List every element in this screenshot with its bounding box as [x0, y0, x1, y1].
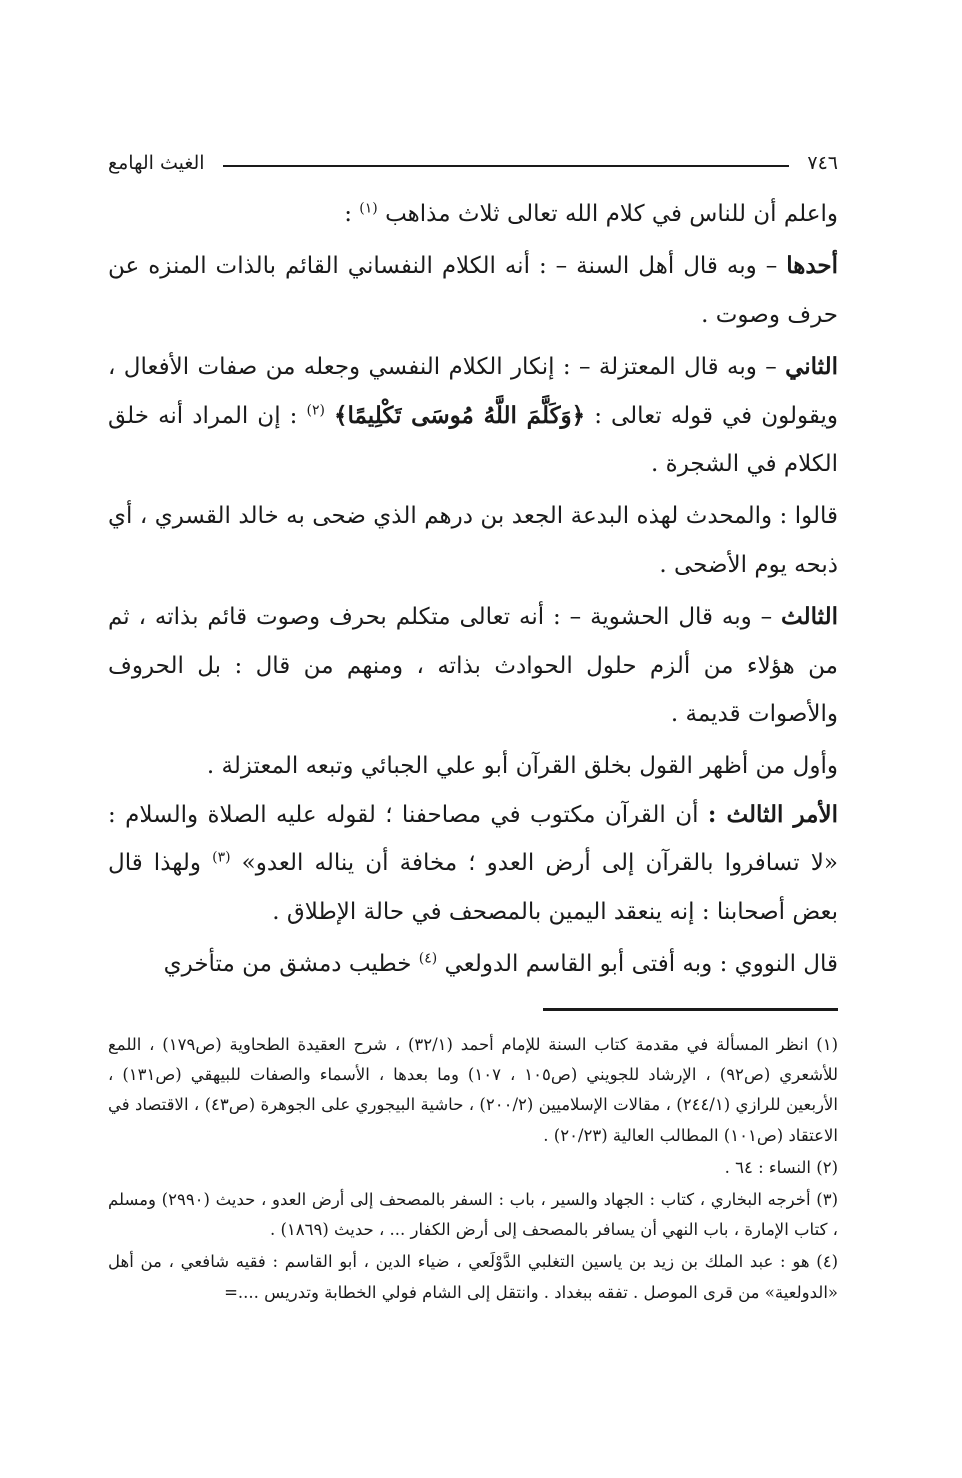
running-header: [108, 142, 838, 176]
intro-paragraph: [108, 190, 838, 238]
intro-text: واعلم أن للناس في كلام الله تعالى ثلاث مذاهب: [385, 201, 838, 227]
footnote-separator: [543, 1008, 838, 1011]
awwal-paragraph: وأول من أظهر القول بخلق القرآن أبو علي الجبائي وتبعه المعتزلة .: [206, 753, 838, 780]
second-doctrine-heading: الثاني: [785, 353, 839, 381]
third-matter-heading: الأمر الثالث :: [707, 800, 838, 828]
nawawi-paragraph: [108, 940, 838, 988]
qalu-paragraph: قالوا : والمحدث لهذه البدعة الجعد بن درهم الذي ضحى به خالد القسري ، أي ذبحه يوم الأضحى .: [108, 503, 838, 578]
second-doctrine-text: – وبه قال المعتزلة – : إنكار الكلام النفسي وجعله من صفات الأفعال ، ويقولون في قوله تعالى :: [108, 354, 839, 429]
nawawi-text: قال النووي : وبه أفتى أبو القاسم الدولعي: [444, 951, 838, 978]
intro-end: :: [344, 201, 352, 227]
footnote-1: (١) انظر المسألة في مقدمة كتاب السنة للإمام أحمد (٣٢/١) ، شرح العقيدة الطحاوية (ص١٧٩) ، اللمع للأشعري (ص٩٢) ، الإرشاد للجويني (ص١٠٥ ، ١٠٧) وما بعدها ، الأسماء والصفات للبيهقي (ص١٣١) ، الأربعين للرازي (٢٤٤/١) ، مقالات الإسلاميين (٢٠٠/٢) ، حاشية البيجوري على الجوهرة (ص٤٣) ، الاقتصاد في الاعتقاد (ص١٠١) المطالب العالية (٢٠/٢٣) .: [108, 1035, 839, 1145]
footnote-ref-1[interactable]: (١): [359, 200, 378, 217]
main-text: [108, 190, 838, 989]
third-doctrine-paragraph: [108, 593, 838, 738]
footnote-ref-2[interactable]: (٢): [306, 401, 325, 418]
second-doctrine-end: : إن المراد أنه خلق الكلام في الشجرة .: [108, 402, 838, 478]
second-doctrine-paragraph: [108, 343, 838, 488]
book-title: الغيث الهامع: [108, 152, 205, 174]
footnote-ref-4[interactable]: (٤): [418, 950, 438, 967]
nawawi-end: خطيب دمشق من متأخري: [163, 951, 412, 978]
first-doctrine-heading: أحدها: [786, 252, 839, 280]
quran-verse: ﴿وَكَلَّمَ اللَّهُ مُوسَى تَكْلِيمًا﴾: [334, 401, 586, 429]
footnotes: [108, 1030, 838, 1308]
footnote-ref-3[interactable]: (٣): [212, 849, 231, 866]
header-rule: [223, 165, 790, 167]
footnote-3: (٣) أخرجه البخاري ، كتاب : الجهاد والسير ، باب : السفر بالمصحف إلى أرض العدو ، حديث (٢٩٩٠) ومسلم ، كتاب الإمارة ، باب النهي أن يسافر بالمصحف إلى أرض الكفار ... ، حديث (١٨٦٩) .: [108, 1190, 838, 1240]
third-doctrine-heading: الثالث: [781, 603, 838, 631]
footnote-2: (٢) النساء : ٦٤ .: [724, 1157, 838, 1177]
footnote-4: (٤) هو : عبد الملك بن زيد بن ياسين التغلبي الدَّوْلَعي ، ضياء الدين ، أبو القاسم : فقيه شافعي ، من أهل «الدولعية» من قرى الموصل . تفقه ببغداد . وانتقل إلى الشام فولي الخطابة وتدريس ....=: [108, 1252, 838, 1302]
third-matter-text: أن القرآن مكتوب في مصاحفنا ؛ لقوله عليه الصلاة والسلام : «لا تسافروا بالقرآن إلى أرض العدو ؛ مخافة أن يناله العدو»: [108, 801, 838, 877]
third-matter-paragraph: [108, 791, 838, 936]
third-matter-end: ولهذا قال بعض أصحابنا : إنه ينعقد اليمين بالمصحف في حالة الإطلاق .: [108, 850, 838, 925]
third-doctrine-text: – وبه قال الحشوية – : أنه تعالى متكلم بحرف وصوت قائم بذاته ، ثم من هؤلاء من ألزم حلول الحوادث بذاته ، ومنهم من قال : بل الحروف والأصوات قديمة .: [108, 604, 838, 728]
first-doctrine-paragraph: [108, 242, 838, 339]
first-doctrine-text: – وبه قال أهل السنة – : أنه الكلام النفساني القائم بالذات المنزه عن حرف وصوت .: [108, 253, 838, 328]
page-number: ٧٤٦: [807, 152, 838, 174]
